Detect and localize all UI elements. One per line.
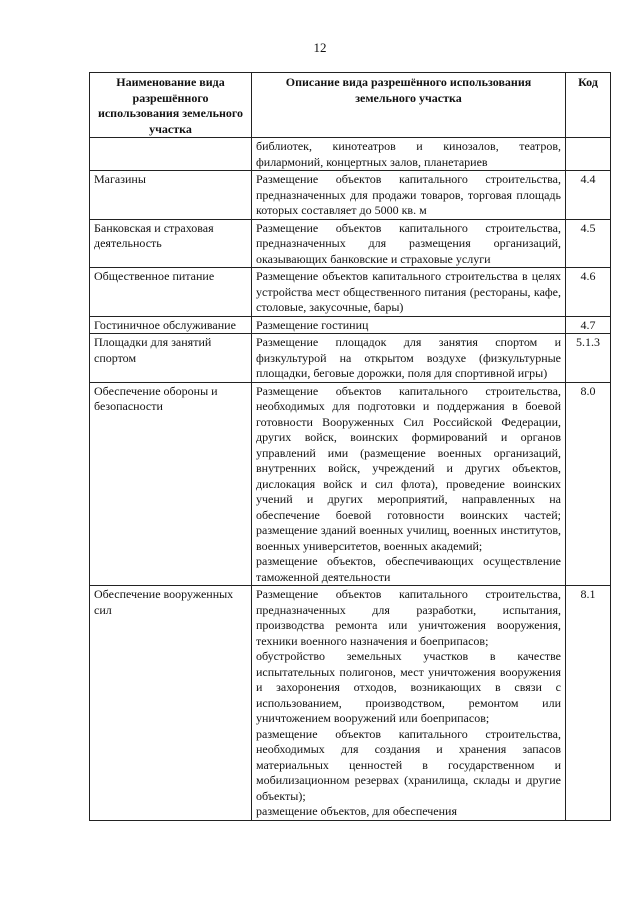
description-paragraph: Размещение объектов капитального строительства, предназначенных для разработки, испытания, производства ремонта или уничтожения вооружения, техники военного назначения и боеприпасов; (256, 587, 561, 648)
land-use-description (252, 316, 566, 334)
land-use-name (90, 138, 252, 171)
description-paragraph: Размещение площадок для занятия спортом и физкультурой на открытом воздухе (физкультурные площадки, беговые дорожки, поля для спортивной игры) (256, 335, 561, 380)
land-use-description (252, 138, 566, 171)
land-use-code: 4.6 (566, 268, 611, 317)
land-use-code: 5.1.3 (566, 334, 611, 383)
header-row (90, 73, 611, 138)
land-use-code: 4.4 (566, 171, 611, 220)
land-use-name: Обеспечение вооруженных сил (90, 586, 252, 821)
land-use-name: Банковская и страховая деятельность (90, 219, 252, 268)
description-paragraph: размещение объектов, для обеспечения (256, 804, 457, 818)
land-use-name: Магазины (90, 171, 252, 220)
description-paragraph: Размещение объектов капитального строительства, предназначенных для продажи товаров, торговая площадь которых составляет до 5000 кв. м (256, 172, 561, 217)
land-use-name: Гостиничное обслуживание (90, 316, 252, 334)
table-row (90, 334, 611, 383)
land-use-code: 8.1 (566, 586, 611, 821)
land-use-code: 4.7 (566, 316, 611, 334)
table-row (90, 138, 611, 171)
land-use-description (252, 334, 566, 383)
description-paragraph: обустройство земельных участков в качестве испытательных полигонов, мест уничтожения вооружения и захоронения отходов, возникающих в связи с использованием, производством, ремонтом или уничтожением вооружений или боеприпасов; (256, 649, 561, 725)
description-paragraph: Размещение объектов капитального строительства в целях устройства мест общественного питания (рестораны, кафе, столовые, закусочные, бары) (256, 269, 561, 314)
land-use-description (252, 382, 566, 586)
table-row (90, 268, 611, 317)
description-paragraph: Размещение объектов капитального строительства, необходимых для подготовки и поддержания в боевой готовности Вооруженных Сил Российской Федерации, других войск, воинских формирований и органов управлений ими (размещение военных организаций, внутренних войск, учреждений и других объектов, дислокация войск и сил флота), проведение воинских учений и других мероприятий, направленных на обеспечение боевой готовности воинских частей; размещение зданий военных училищ, военных институтов, военных университетов, военных академий; (256, 383, 561, 553)
table-row (90, 171, 611, 220)
header-name: Наименование вида разрешённого использования земельного участка (90, 73, 252, 138)
land-use-description (252, 171, 566, 220)
description-paragraph: Размещение объектов капитального строительства, предназначенных для размещения организаций, оказывающих банковские и страховые услуги (256, 220, 561, 266)
table-row (90, 316, 611, 334)
land-use-name: Общественное питание (90, 268, 252, 317)
table-header (90, 73, 611, 138)
table-row (90, 219, 611, 268)
description-paragraph: Размещение гостиниц (256, 317, 369, 332)
land-use-description (252, 586, 566, 821)
header-code: Код (566, 73, 611, 138)
land-use-name: Площадки для занятий спортом (90, 334, 252, 383)
land-use-table (89, 72, 611, 821)
page-number: 12 (313, 40, 327, 55)
table-row (90, 586, 611, 821)
table-body (90, 138, 611, 821)
description-paragraph: размещение объектов капитального строительства, необходимых для создания и хранения запасов материальных ценностей в государственном и мобилизационном резервах (хранилища, склады и другие объекты); (256, 726, 561, 803)
header-description: Описание вида разрешённого использования земельного участка (252, 73, 566, 138)
land-use-description (252, 219, 566, 268)
land-use-code: 8.0 (566, 382, 611, 586)
land-use-name: Обеспечение обороны и безопасности (90, 382, 252, 586)
land-use-description (252, 268, 566, 317)
description-paragraph: размещение объектов, обеспечивающих осуществление таможенной деятельности (256, 554, 561, 584)
land-use-code (566, 138, 611, 171)
description-paragraph: библиотек, кинотеатров и кинозалов, театров, филармоний, концертных залов, планетариев (256, 139, 561, 169)
land-use-code: 4.5 (566, 219, 611, 268)
table-row (90, 382, 611, 586)
